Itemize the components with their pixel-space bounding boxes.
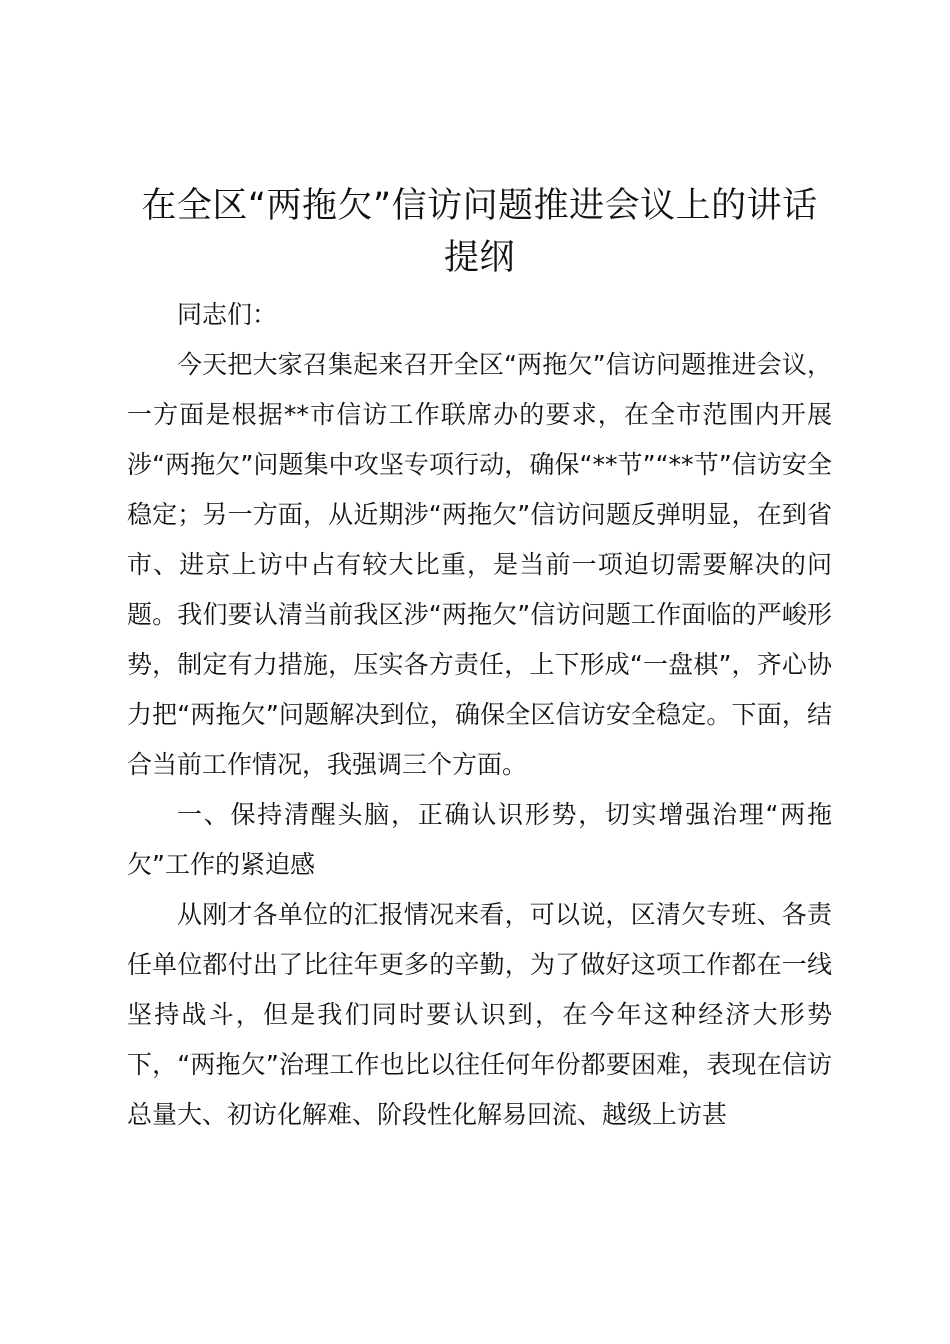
paragraph-intro: 今天把大家召集起来召开全区“两拖欠”信访问题推进会议，一方面是根据**市信访工作联席办的要求，在全市范围内开展涉“两拖欠”问题集中攻坚专项行动，确保“**节”“**节”信访安全稳定；另一方面，从近期涉“两拖欠”信访问题反弹明显，在到省市、进京上访中占有较大比重，是当前一项迫切需要解决的问题。我们要认清当前我区涉“两拖欠”信访问题工作面临的严峻形势，制定有力措施，压实各方责任，上下形成“一盘棋”，齐心协力把“两拖欠”问题解决到位，确保全区信访安全稳定。下面，结合当前工作情况，我强调三个方面。 <box>127 350 832 779</box>
document-title: 在全区“两拖欠”信访问题推进会议上的讲话提纲 <box>141 186 818 278</box>
document-body <box>127 180 832 1140</box>
salutation: 同志们： <box>177 300 278 329</box>
paragraph-section-1: 从刚才各单位的汇报情况来看，可以说，区清欠专班、各责任单位都付出了比往年更多的辛勤，为了做好这项工作都在一线坚持战斗，但是我们同时要认识到，在今年这种经济大形势下，“两拖欠”治理工作也比以往任何年份都要困难，表现在信访总量大、初访化解难、阶段性化解易回流、越级上访甚 <box>127 900 832 1129</box>
section-heading-1: 一、保持清醒头脑，正确认识形势，切实增强治理“两拖欠”工作的紧迫感 <box>127 800 832 879</box>
